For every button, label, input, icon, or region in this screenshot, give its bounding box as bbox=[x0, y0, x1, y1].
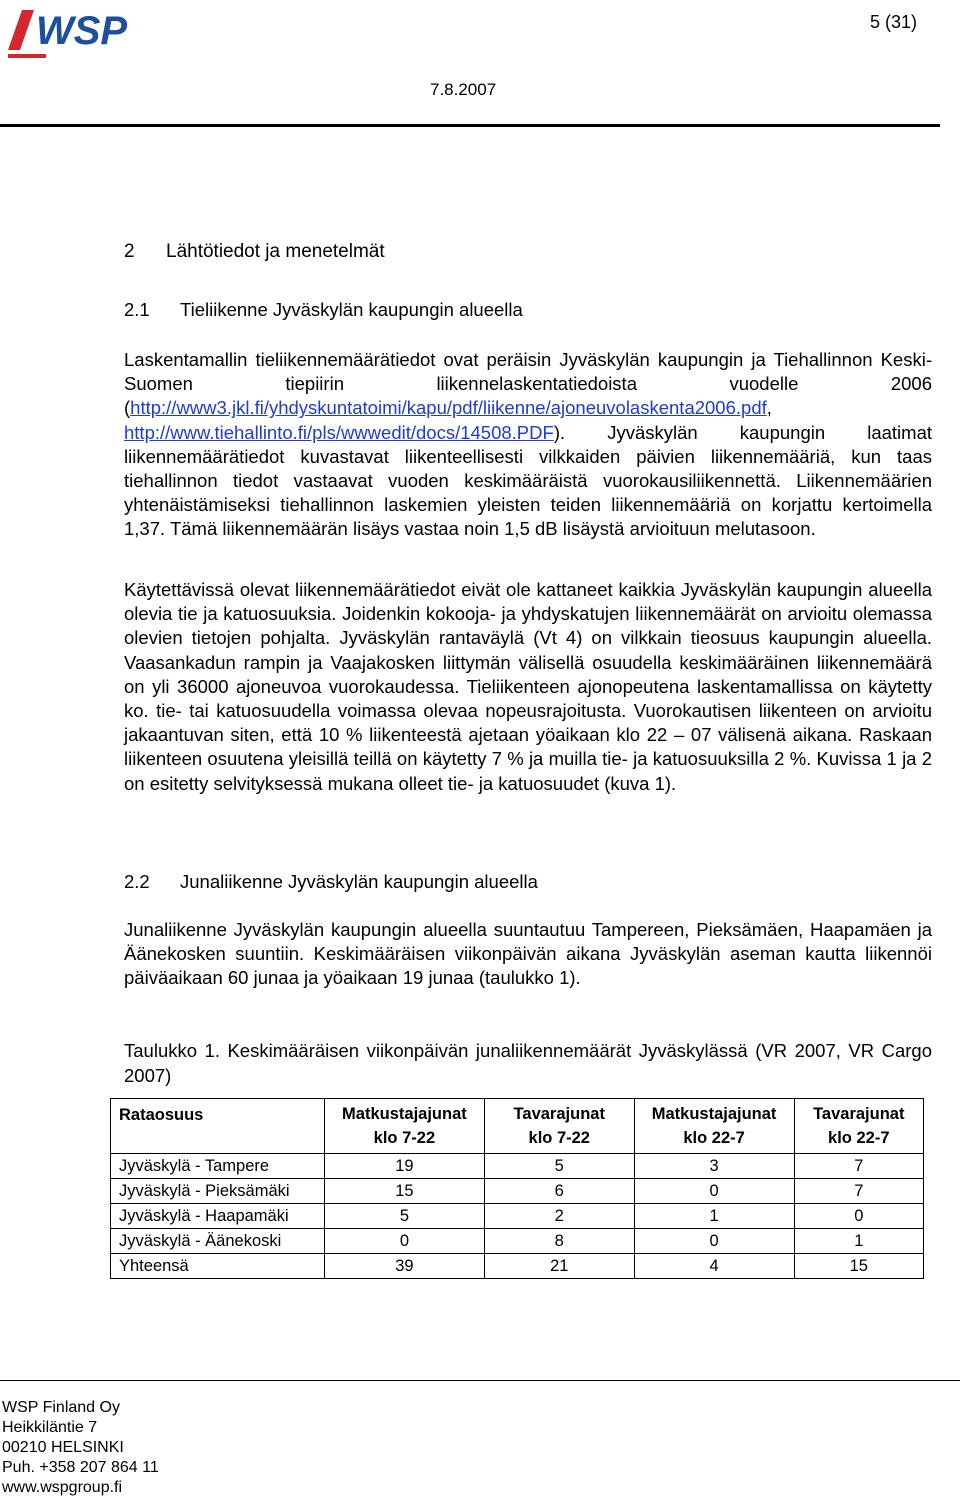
table-cell: 5 bbox=[484, 1154, 634, 1179]
table-row bbox=[111, 1154, 924, 1179]
table-cell: 21 bbox=[484, 1254, 634, 1279]
table-row bbox=[111, 1204, 924, 1229]
footer-website[interactable]: www.wspgroup.fi bbox=[2, 1479, 123, 1496]
footer-street: Heikkiläntie 7 bbox=[2, 1419, 98, 1436]
wsp-logo-icon bbox=[6, 6, 166, 58]
footer-divider bbox=[0, 1380, 960, 1381]
footer-city: 00210 HELSINKI bbox=[2, 1439, 124, 1456]
table-cell: Yhteensä bbox=[111, 1254, 325, 1279]
subsection-heading-2-2 bbox=[124, 871, 538, 893]
wsp-logo bbox=[6, 6, 166, 58]
table-cell: 8 bbox=[484, 1229, 634, 1254]
column-header: Matkustajajunat klo 7-22 bbox=[324, 1099, 484, 1154]
table-header-row bbox=[111, 1099, 924, 1154]
table-cell: Jyväskylä - Pieksämäki bbox=[111, 1179, 325, 1204]
paragraph-road-traffic-sources bbox=[124, 348, 932, 542]
document-date: 7.8.2007 bbox=[430, 80, 497, 99]
table-cell: 7 bbox=[794, 1154, 923, 1179]
table-cell: Jyväskylä - Tampere bbox=[111, 1154, 325, 1179]
table-cell: 4 bbox=[634, 1254, 794, 1279]
subsection-number: 2.1 bbox=[124, 299, 150, 320]
table-cell: 1 bbox=[634, 1204, 794, 1229]
column-header: Matkustajajunat klo 22-7 bbox=[634, 1099, 794, 1154]
table-cell: 2 bbox=[484, 1204, 634, 1229]
column-header: Tavarajunat klo 22-7 bbox=[794, 1099, 923, 1154]
paragraph-text: ). Jyväskylän kaupungin laatimat liikennemäärätiedot kuvastavat liikenteellisesti vilkkaiden päivien liikennemääriä, kun taas tiehallinnon tiedot vastaavat vuoden keskimääräistä vuorokausiliikennettä. Liikennemäärien yhtenäistämiseksi tiehallinnon laskemien yleisten teiden liikennemääriä on korjattu kertoimella 1,37. Tämä liikennemäärän lisäys vastaa noin 1,5 dB lisäystä arvioituun melutasoon. bbox=[124, 421, 932, 540]
table-cell: 7 bbox=[794, 1179, 923, 1204]
header-divider bbox=[0, 124, 940, 127]
table-row bbox=[111, 1229, 924, 1254]
table-cell: 0 bbox=[324, 1229, 484, 1254]
table-caption: Taulukko 1. Keskimääräisen viikonpäivän junaliikennemäärät Jyväskylässä (VR 2007, VR Cargo 2007) bbox=[124, 1040, 932, 1086]
table-cell: 0 bbox=[634, 1179, 794, 1204]
link-separator: , bbox=[766, 397, 772, 419]
subsection-heading-2-1 bbox=[124, 299, 523, 321]
logo-text: WSP bbox=[36, 9, 128, 53]
table-cell: 15 bbox=[324, 1179, 484, 1204]
table-cell: Jyväskylä - Haapamäki bbox=[111, 1204, 325, 1229]
footer-company: WSP Finland Oy bbox=[2, 1399, 120, 1416]
rail-traffic-table bbox=[110, 1098, 924, 1279]
column-header: Tavarajunat klo 7-22 bbox=[484, 1099, 634, 1154]
link-tiehallinto-doc[interactable]: http://www.tiehallinto.fi/pls/wwwedit/docs/14508.PDF bbox=[124, 421, 554, 443]
footer-phone: Puh. +358 207 864 11 bbox=[2, 1459, 159, 1476]
link-jkl-traffic-counts[interactable]: http://www3.jkl.fi/yhdyskuntatoimi/kapu/pdf/liikenne/ajoneuvolaskenta2006.pdf bbox=[130, 397, 767, 419]
subsection-number: 2.2 bbox=[124, 871, 150, 892]
table-cell: 5 bbox=[324, 1204, 484, 1229]
table-cell: 0 bbox=[794, 1204, 923, 1229]
table-row-total bbox=[111, 1254, 924, 1279]
table-cell: 1 bbox=[794, 1229, 923, 1254]
subsection-title: Junaliikenne Jyväskylän kaupungin alueella bbox=[180, 871, 538, 892]
table-cell: 3 bbox=[634, 1154, 794, 1179]
paragraph-road-traffic-estimates: Käytettävissä olevat liikennemäärätiedot eivät ole kattaneet kaikkia Jyväskylän kaupungin alueella olevia tie ja katuosuuksia. Joidenkin kokooja- ja yhdyskatujen liikennemäärät on arvioitu olemassa olevien tietojen pohjalta. Jyväskylän rantaväylä (Vt 4) on vilkkain tieosuus kaupungin alueella. Vaasankadun rampin ja Vaajakosken liittymän välisellä osuudella keskimääräinen liikennemäärä on yli 36000 ajoneuvoa vuorokaudessa. Tieliikenteen ajonopeutena laskentamallissa on käytetty ko. tie- tai katuosuudella voimassa olevaa nopeusrajoitusta. Vuorokautisen liikenteen on arvioitu jakaantuvan siten, että 10 % liikenteestä ajetaan yöaikaan klo 22 – 07 välisenä aikana. Raskaan liikenteen osuutena yleisillä teillä on käytetty 7 % ja muilla tie- ja katuosuuksilla 2 %. Kuvissa 1 ja 2 on esitetty selvityksessä mukana olleet tie- ja katuosuudet (kuva 1). bbox=[124, 579, 932, 794]
table-cell: 39 bbox=[324, 1254, 484, 1279]
page-number: 5 (31) bbox=[870, 12, 918, 32]
paragraph-rail-traffic: Junaliikenne Jyväskylän kaupungin alueella suuntautuu Tampereen, Pieksämäen, Haapamäen ja Äänekosken suuntiin. Keskimääräisen viikonpäivän aikana Jyväskylän aseman kautta liikennöi päiväaikaan 60 junaa ja yöaikaan 19 junaa (taulukko 1). bbox=[124, 919, 932, 989]
table-row bbox=[111, 1179, 924, 1204]
footer-address bbox=[2, 1398, 159, 1498]
table-cell: 19 bbox=[324, 1154, 484, 1179]
table-cell: 6 bbox=[484, 1179, 634, 1204]
subsection-title: Tieliikenne Jyväskylän kaupungin alueella bbox=[180, 299, 523, 320]
table-cell: Jyväskylä - Äänekoski bbox=[111, 1229, 325, 1254]
table-cell: 15 bbox=[794, 1254, 923, 1279]
column-header: Rataosuus bbox=[111, 1099, 325, 1154]
section-title: Lähtötiedot ja menetelmät bbox=[166, 241, 385, 262]
paragraph-text: Laskentamallin tieliikennemäärätiedot ovat peräisin Jyväskylän kaupungin ja Tiehallinnon Keski-Suomen tiepiirin liikennelaskentatiedoista vuodelle 2006 ( bbox=[124, 349, 932, 419]
section-number: 2 bbox=[124, 241, 135, 262]
table-cell: 0 bbox=[634, 1229, 794, 1254]
section-heading bbox=[124, 241, 385, 263]
